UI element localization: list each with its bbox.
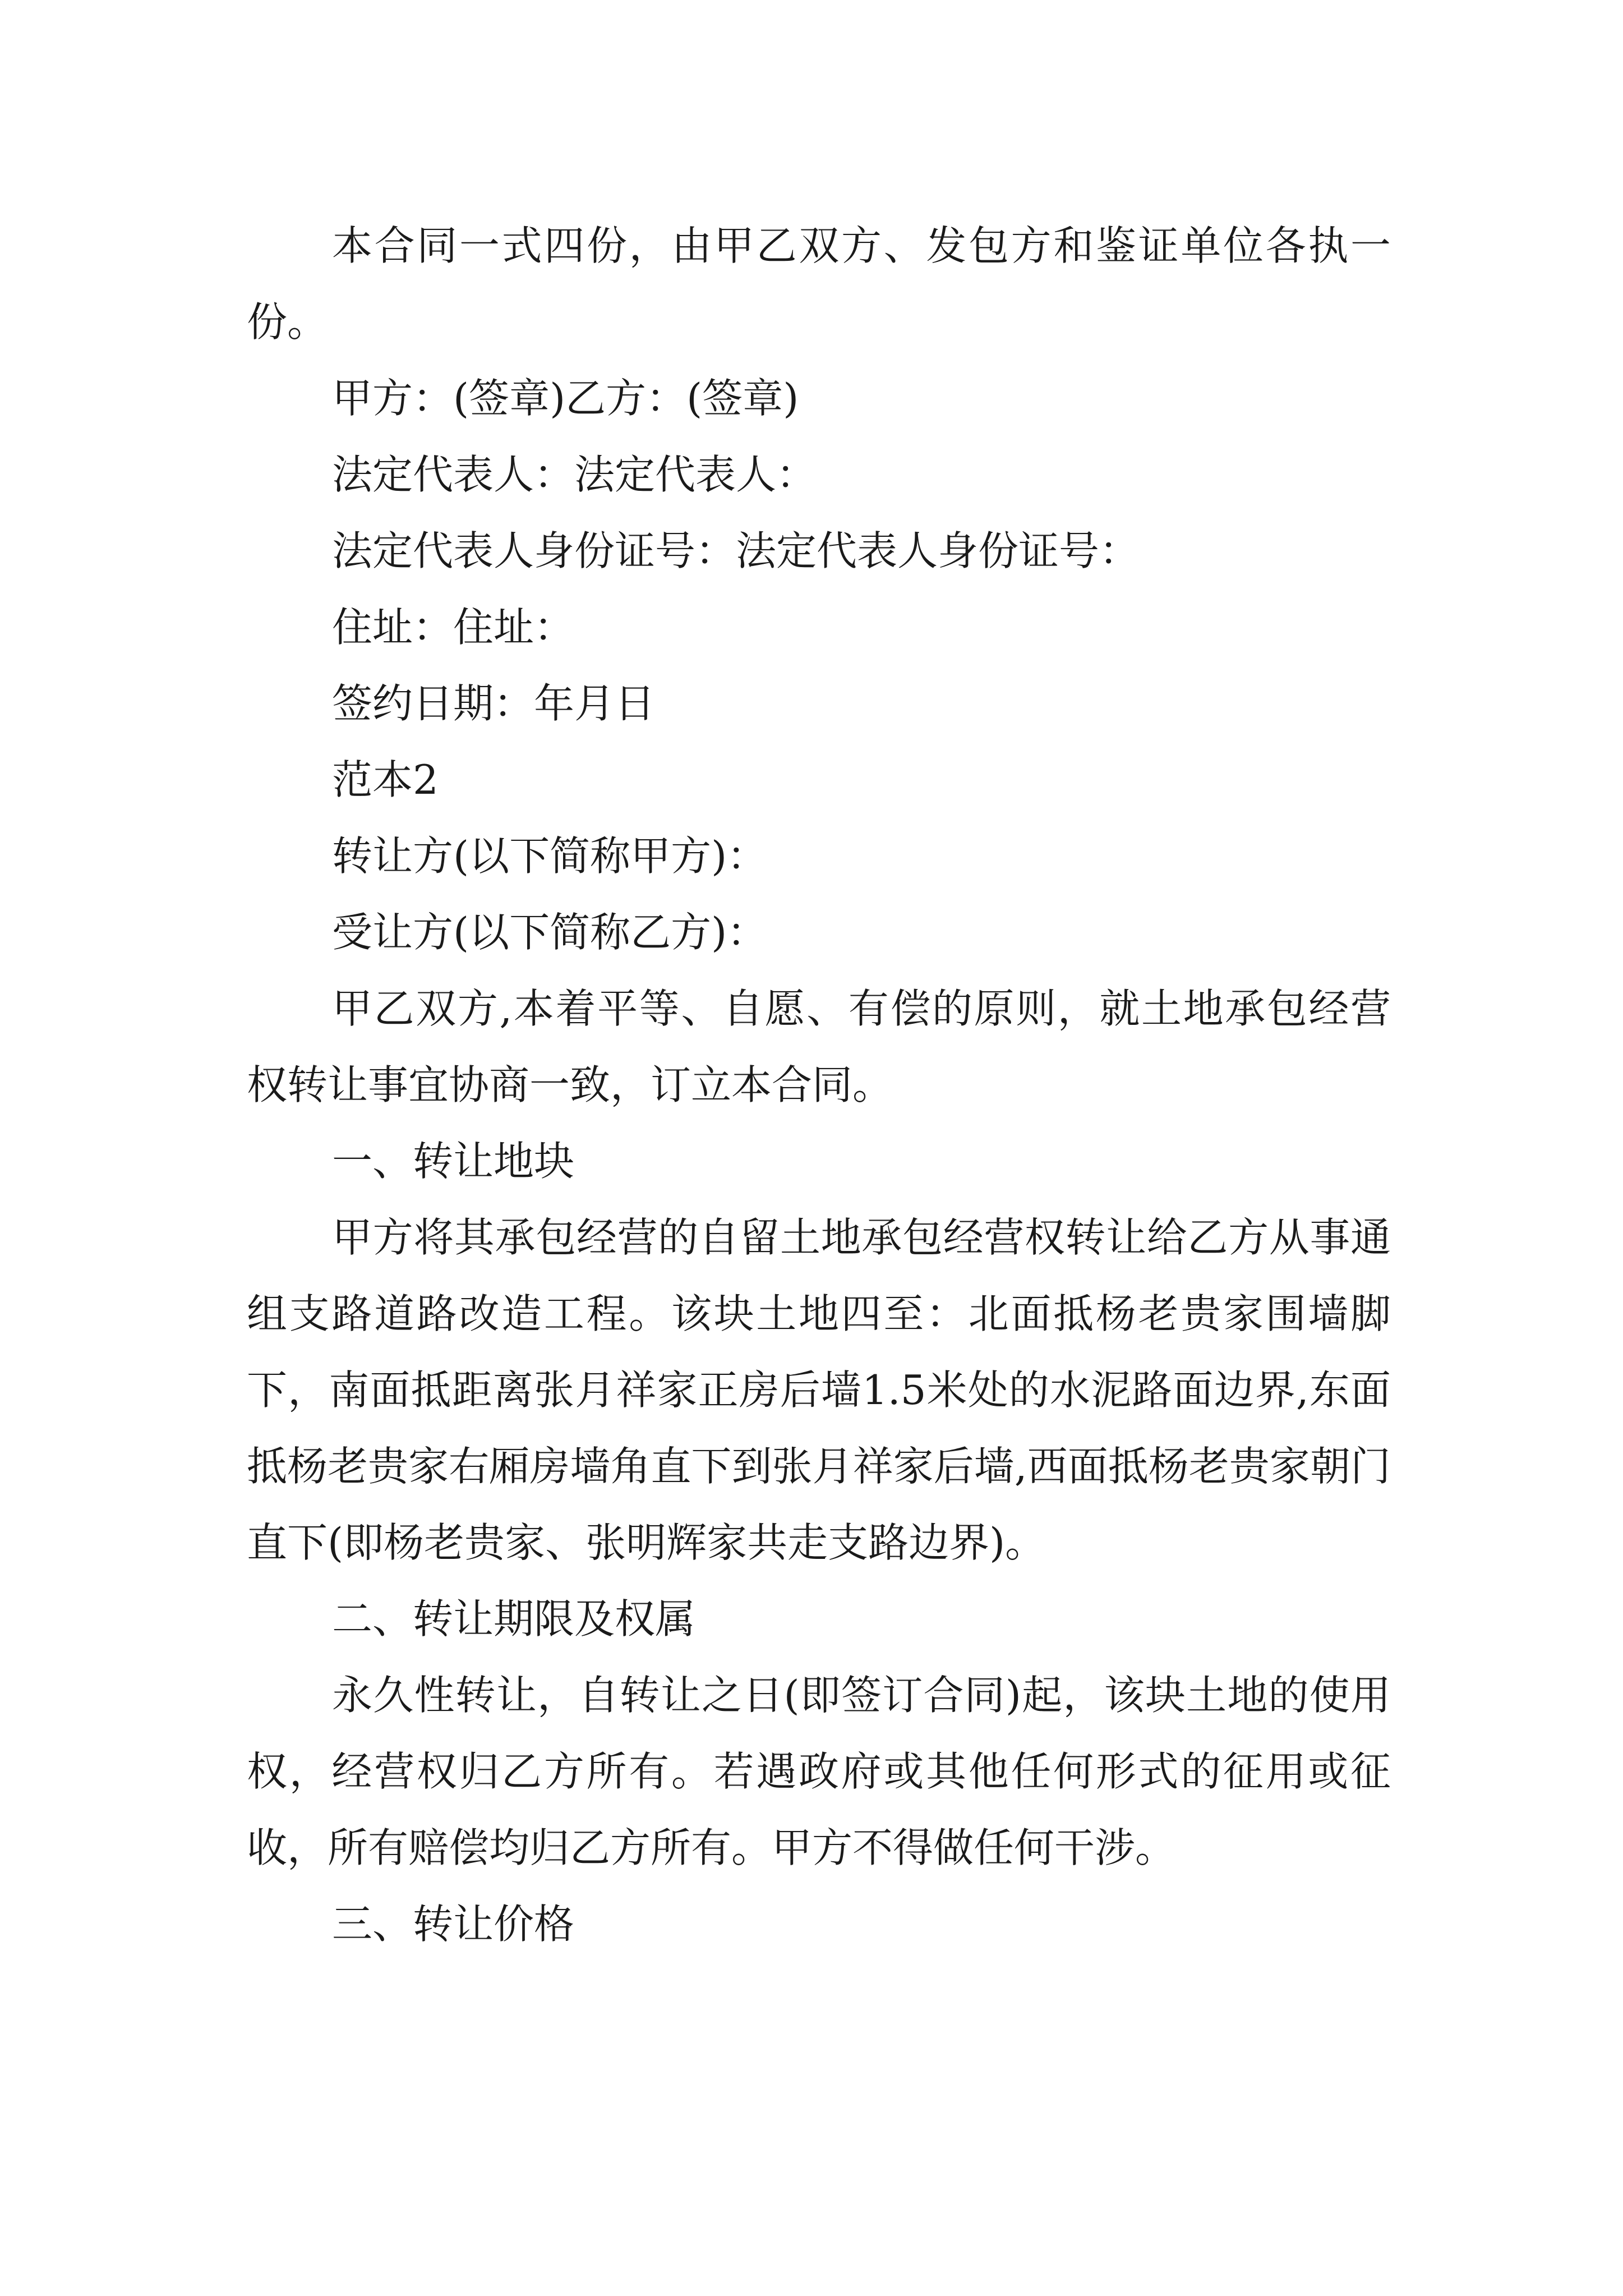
paragraph-id-number: 法定代表人身份证号：法定代表人身份证号： [332, 527, 1140, 574]
paragraph-term-description: 永久性转让，自转让之日(即签订合同)起，该块土地的使用权，经营权归乙方所有。若遇政府或其他任何形式的征用或征收，所有赔偿均归乙方所有。甲方不得做任何干涉。 [247, 1672, 1391, 1871]
paragraph-transferee: 受让方(以下简称乙方)： [332, 909, 768, 956]
paragraph-plot-description: 甲方将其承包经营的自留土地承包经营权转让给乙方从事通组支路道路改造工程。该块土地四至：北面抵杨老贵家围墙脚下，南面抵距离张月祥家正房后墙1.5米处的水泥路面边界,东面抵杨老贵家右厢房墙角直下到张月祥家后墙,西面抵杨老贵家朝门直下(即杨老贵家、张明辉家共走支路边界)。 [247, 1214, 1391, 1566]
paragraph-transferor: 转让方(以下简称甲方)： [332, 832, 768, 880]
paragraph-signing-date: 签约日期：年月日 [332, 680, 656, 727]
document-body [247, 208, 1391, 1962]
heading-transfer-plot: 一、转让地块 [332, 1138, 575, 1185]
heading-transfer-price: 三、转让价格 [332, 1901, 575, 1948]
heading-term-and-ownership: 二、转让期限及权属 [332, 1595, 696, 1642]
paragraph-address: 住址：住址： [332, 604, 575, 651]
paragraph-principles: 甲乙双方,本着平等、自愿、有偿的原则，就土地承包经营权转让事宜协商一致，订立本合同。 [247, 985, 1391, 1108]
paragraph-copies: 本合同一式四份，由甲乙双方、发包方和鉴证单位各执一份。 [247, 222, 1391, 346]
paragraph-legal-representative: 法定代表人：法定代表人： [332, 451, 817, 498]
paragraph-signatures: 甲方：(签章)乙方：(签章) [332, 375, 799, 422]
section-title-template-2: 范本2 [332, 756, 439, 803]
